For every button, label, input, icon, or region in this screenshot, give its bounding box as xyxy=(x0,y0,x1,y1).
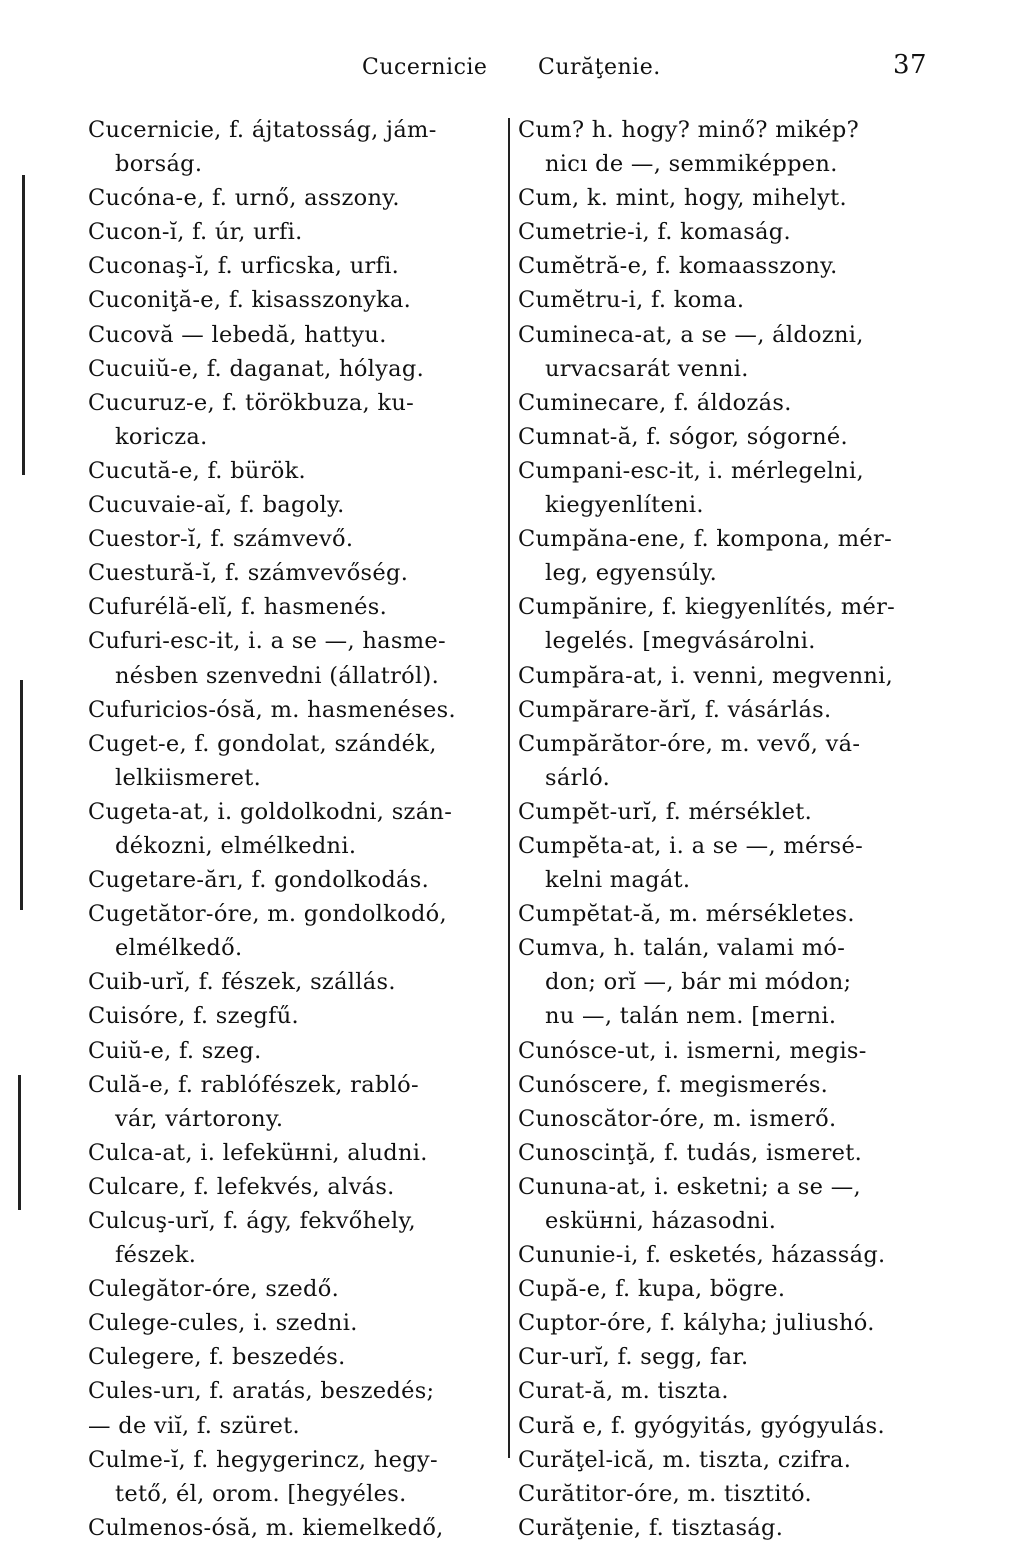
entry-continuation-line: nu —, talán nem. [merni. xyxy=(545,1003,837,1030)
dictionary-entry-line: Cufuricios-ósă, m. hasmenéses. xyxy=(88,696,456,723)
dictionary-entry-line: Cumpărare-ărĭ, f. vásárlás. xyxy=(518,696,832,723)
dictionary-entry-line: Cunoscător-óre, m. ismerő. xyxy=(518,1105,837,1132)
entry-continuation-line: legelés. [megvásárolni. xyxy=(545,628,816,655)
dictionary-entry-line: Culegere, f. beszedés. xyxy=(88,1344,346,1371)
entry-continuation-line: esküнni, házasodni. xyxy=(545,1208,777,1234)
dictionary-entry-line: Cucernicie, f. ájtatosság, jám- xyxy=(88,117,437,143)
dictionary-entry-line: Cucuiŭ-e, f. daganat, hólyag. xyxy=(88,355,425,382)
entry-continuation-line: nicı de —, semmiképpen. xyxy=(545,151,838,178)
dictionary-entry-line: Cugeta-at, i. goldolkodni, szán- xyxy=(88,798,453,825)
dictionary-entry-line: Cumpani-esc-it, i. mérlegelni, xyxy=(518,457,864,484)
dictionary-entry-line: Cucon-ĭ, f. úr, urfi. xyxy=(88,219,303,246)
dictionary-entry-line: Cură e, f. gyógyitás, gyógyulás. xyxy=(518,1412,885,1439)
dictionary-entry-line: Cumpĕt-urĭ, f. mérséklet. xyxy=(518,798,813,825)
dictionary-entry-line: Cufurélă-elĭ, f. hasmenés. xyxy=(88,594,388,621)
dictionary-entry-line: Cuestură-ĭ, f. számvevőség. xyxy=(88,560,409,587)
dictionary-entry-line: Culă-e, f. rablófészek, rabló- xyxy=(88,1071,419,1098)
dictionary-entry-line: Cuptor-óre, f. kályha; juliushó. xyxy=(518,1310,875,1337)
entry-continuation-line: urvacsarát venni. xyxy=(545,355,749,382)
dictionary-entry-line: Culme-ĭ, f. hegygerincz, hegy- xyxy=(88,1446,438,1473)
dictionary-entry-line: Culca-at, i. lefeküнni, aludni. xyxy=(88,1139,428,1166)
entry-continuation-line: vár, vártorony. xyxy=(115,1105,284,1132)
dictionary-entry-line: Cucuruz-e, f. törökbuza, ku- xyxy=(88,389,415,416)
dictionary-entry-line: Cugetător-óre, m. gondolkodó, xyxy=(88,901,447,928)
header-last-word: Curăţenie. xyxy=(538,55,661,80)
dictionary-entry-line: Cum, k. mint, hogy, mihelyt. xyxy=(518,185,847,212)
dictionary-entry-line: Cununie-i, f. esketés, házasság. xyxy=(518,1242,886,1269)
dictionary-entry-line: Culegător-óre, szedő. xyxy=(88,1276,340,1303)
entry-continuation-line: dékozni, elmélkedni. xyxy=(115,832,357,859)
dictionary-entry-line: Cules-urı, f. aratás, beszedés; xyxy=(88,1378,435,1405)
dictionary-entry-line: Cumetrie-i, f. komaság. xyxy=(518,219,791,246)
header-first-word: Cucernicie xyxy=(362,55,488,80)
dictionary-entry-line: Cumpăna-ene, f. kompona, mér- xyxy=(518,526,893,553)
dictionary-entry-line: Cucóna-e, f. urnő, asszony. xyxy=(88,185,400,212)
entry-continuation-line: kiegyenlíteni. xyxy=(545,492,704,519)
dictionary-entry-line: Culege-cules, i. szedni. xyxy=(88,1310,358,1337)
entry-continuation-line: don; orĭ —, bár mi módon; xyxy=(545,969,852,996)
entry-continuation-line: fészek. xyxy=(115,1242,197,1269)
dictionary-entry-line: Cumnat-ă, f. sógor, sógorné. xyxy=(518,423,848,450)
dictionary-entry-line: Cuminecare, f. áldozás. xyxy=(518,389,792,416)
dictionary-entry-line: Cur-urĭ, f. segg, far. xyxy=(518,1344,749,1371)
column-divider xyxy=(508,118,510,1458)
dictionary-entry-line: Cucută-e, f. bürök. xyxy=(88,457,306,484)
margin-scan-mark xyxy=(22,175,25,475)
dictionary-entry-line: — de viĭ, f. szüret. xyxy=(88,1412,300,1439)
dictionary-entry-line: Cuget-e, f. gondolat, szándék, xyxy=(88,730,437,757)
dictionary-entry-line: Cumineca-at, a se —, áldozni, xyxy=(518,321,864,348)
dictionary-entry-line: Cuconiţă-e, f. kisasszonyka. xyxy=(88,287,412,314)
dictionary-entry-line: Cuestor-ĭ, f. számvevő. xyxy=(88,526,354,553)
dictionary-entry-line: Cupă-e, f. kupa, bögre. xyxy=(518,1276,786,1303)
entry-continuation-line: tető, él, orom. [hegyéles. xyxy=(115,1480,407,1507)
dictionary-entry-line: Curătitor-óre, m. tisztitó. xyxy=(518,1480,812,1507)
dictionary-entry-line: Cumpănire, f. kiegyenlítés, mér- xyxy=(518,594,896,621)
right-column xyxy=(518,113,933,1545)
dictionary-entry-line: Cugetare-ărı, f. gondolkodás. xyxy=(88,867,430,894)
dictionary-entry-line: Culcare, f. lefekvés, alvás. xyxy=(88,1173,395,1200)
entry-continuation-line: borság. xyxy=(115,151,203,178)
dictionary-entry-line: Cuisóre, f. szegfű. xyxy=(88,1003,299,1030)
dictionary-entry-line: Cumpăra-at, i. venni, megvenni, xyxy=(518,662,894,689)
dictionary-entry-line: Cunósce-ut, i. ismerni, megis- xyxy=(518,1037,867,1064)
page-number: 37 xyxy=(893,50,928,80)
dictionary-entry-line: Curăţenie, f. tisztaság. xyxy=(518,1514,784,1541)
dictionary-entry-line: Curat-ă, m. tiszta. xyxy=(518,1378,729,1405)
dictionary-entry-line: Cununa-at, i. esketni; a se —, xyxy=(518,1173,861,1200)
dictionary-entry-line: Cuiŭ-e, f. szeg. xyxy=(88,1037,262,1064)
dictionary-entry-line: Cunoscinţă, f. tudás, ismeret. xyxy=(518,1139,863,1166)
dictionary-entry-line: Cucovă — lebedă, hattyu. xyxy=(88,321,387,348)
dictionary-entry-line: Cumĕtru-i, f. koma. xyxy=(518,287,745,314)
dictionary-entry-line: Cumpĕta-at, i. a se —, mérsé- xyxy=(518,832,864,859)
dictionary-entry-line: Cumpărător-óre, m. vevő, vá- xyxy=(518,730,861,757)
margin-scan-mark xyxy=(18,1075,21,1210)
dictionary-entry-line: Cuib-urĭ, f. fészek, szállás. xyxy=(88,969,396,996)
dictionary-entry-line: Cum? h. hogy? minő? mikép? xyxy=(518,117,859,143)
dictionary-entry-line: Cumĕtră-e, f. komaasszony. xyxy=(518,253,838,280)
entry-continuation-line: leg, egyensúly. xyxy=(545,560,718,587)
entry-continuation-line: elmélkedő. xyxy=(115,935,243,962)
dictionary-entry-line: Cuconaş-ĭ, f. urficska, urfi. xyxy=(88,253,400,280)
dictionary-entry-line: Cumpĕtat-ă, m. mérsékletes. xyxy=(518,901,855,928)
dictionary-entry-line: Cunóscere, f. megismerés. xyxy=(518,1071,829,1098)
entry-continuation-line: sárló. xyxy=(545,764,611,791)
entry-continuation-line: lelkiismeret. xyxy=(115,764,262,791)
dictionary-entry-line: Culmenos-ósă, m. kiemelkedő, xyxy=(88,1514,444,1541)
entry-continuation-line: koricza. xyxy=(115,423,208,450)
entry-continuation-line: nésben szenvedni (állatról). xyxy=(115,662,440,689)
dictionary-entry-line: Culcuş-urĭ, f. ágy, fekvőhely, xyxy=(88,1208,416,1234)
dictionary-entry-line: Cufuri-esc-it, i. a se —, hasme- xyxy=(88,628,446,655)
dictionary-entry-line: Curăţel-ică, m. tiszta, czifra. xyxy=(518,1446,852,1473)
dictionary-entry-line: Cumva, h. talán, valami mó- xyxy=(518,935,846,962)
dictionary-entry-line: Cucuvaie-aĭ, f. bagoly. xyxy=(88,492,345,519)
margin-scan-mark xyxy=(20,680,23,910)
entry-continuation-line: kelni magát. xyxy=(545,867,691,894)
left-column xyxy=(88,113,503,1545)
